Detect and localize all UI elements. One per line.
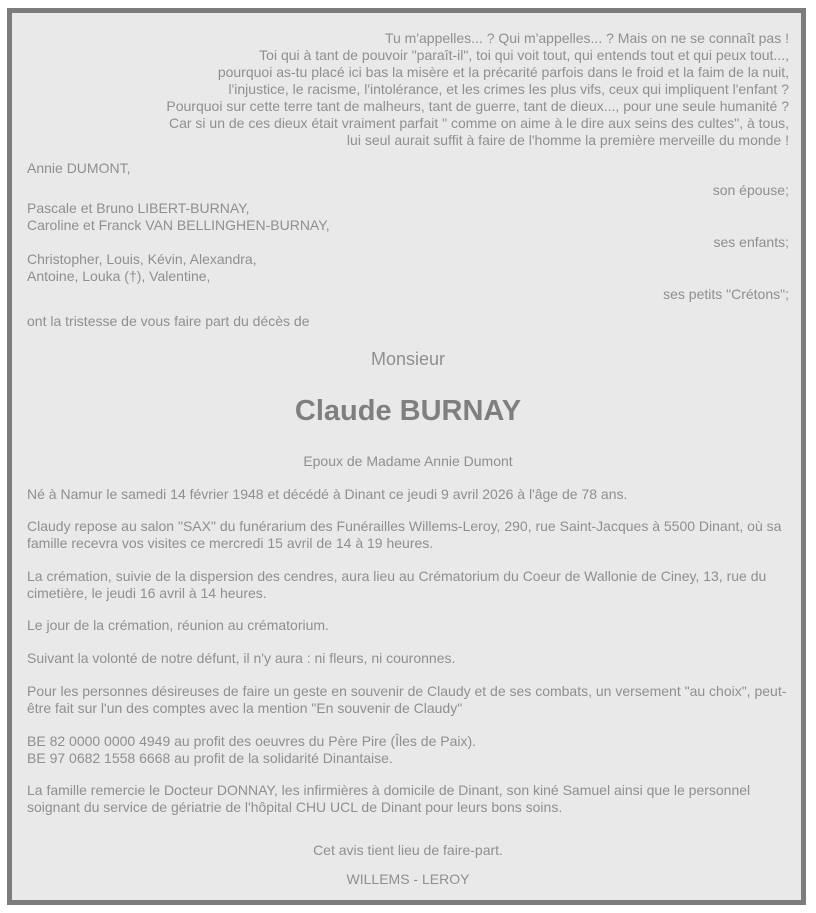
- donation-account-1: BE 82 0000 0000 4949 au profit des oeuvres du Père Pire (Îles de Paix).: [27, 733, 477, 749]
- visitation-paragraph: Claudy repose au salon "SAX" du funérarium des Funérailles Willems-Leroy, 290, rue Saint-Jacques à 5500 Dinant, où sa famille recevra vos visites ce mercredi 15 avril de 14 à 19 heures.: [27, 518, 782, 551]
- epitaph-line: Pourquoi sur cette terre tant de malheurs, tant de guerre, tant de dieux..., pour une seule humanité ?: [166, 98, 789, 114]
- death-announcement: ont la tristesse de vous faire part du décès de: [27, 313, 310, 329]
- children-role-label: ses enfants;: [713, 234, 789, 250]
- grandchildren-line: Christopher, Louis, Kévin, Alexandra,: [27, 251, 257, 267]
- civility-title: Monsieur: [370, 349, 446, 369]
- spouse-subtitle: Epoux de Madame Annie Dumont: [303, 453, 513, 469]
- spouse-role-label: son épouse;: [712, 182, 789, 198]
- epitaph-line: lui seul aurait suffit à faire de l'homme la première merveille du monde !: [346, 132, 789, 148]
- epitaph-line: Tu m'appelles... ? Qui m'appelles... ? Mais on ne se connaît pas !: [384, 30, 789, 46]
- reunion-paragraph: Le jour de la crémation, réunion au crématorium.: [27, 617, 329, 633]
- birth-death-line: Né à Namur le samedi 14 février 1948 et décédé à Dinant ce jeudi 9 avril 2026 à l'âge de 78 ans.: [27, 486, 628, 502]
- cremation-paragraph: La crémation, suivie de la dispersion des cendres, aura lieu au Crématorium du Coeur de Wallonie de Ciney, 13, rue du cimetière, le jeudi 16 avril à 14 heures.: [27, 568, 767, 601]
- thanks-paragraph: La famille remercie le Docteur DONNAY, les infirmières à domicile de Dinant, son kiné Samuel ainsi que le personnel soignant du service de gériatrie de l'hôpital CHU UCL de Dinant pour leurs bons soins.: [27, 782, 751, 815]
- grandchildren-role-label: ses petits "Crétons";: [663, 286, 789, 302]
- donation-accounts: [27, 733, 789, 767]
- children-line: Pascale et Bruno LIBERT-BURNAY,: [27, 200, 250, 216]
- grandchildren-line: Antoine, Louka (†), Valentine,: [27, 268, 211, 284]
- children-line: Caroline et Franck VAN BELLINGHEN-BURNAY,: [27, 217, 330, 233]
- faire-part-notice: Cet avis tient lieu de faire-part.: [313, 842, 503, 858]
- epitaph-line: Car si un de ces dieux était vraiment parfait " comme on aime à le dire aux seins des cultes", à tous,: [168, 115, 789, 131]
- deceased-name: Claude BURNAY: [294, 395, 522, 427]
- epitaph-line: Toi qui à tant de pouvoir "paraît-il", toi qui voit tout, qui entends tout et qui peux tout...,: [259, 47, 789, 63]
- epitaph-line: l'injustice, le racisme, l'intolérance, et les crimes les plus vifs, ceux qui impliquent l'enfant ?: [228, 81, 789, 97]
- grandchildren-names: [27, 251, 789, 285]
- donation-account-2: BE 97 0682 1558 6668 au profit de la solidarité Dinantaise.: [27, 750, 393, 766]
- wishes-paragraph: Suivant la volonté de notre défunt, il n'y aura : ni fleurs, ni couronnes.: [27, 650, 456, 666]
- epitaph-poem: [27, 30, 789, 149]
- obituary-card: [7, 8, 806, 905]
- children-names: [27, 200, 789, 234]
- funeral-home-name: WILLEMS - LEROY: [346, 871, 470, 887]
- spouse-name: Annie DUMONT,: [27, 160, 131, 176]
- donation-intro-paragraph: Pour les personnes désireuses de faire un geste en souvenir de Claudy et de ses combats, un versement "au choix", peut-être fait sur l'un des comptes avec la mention "En souvenir de Claudy": [27, 683, 787, 716]
- epitaph-line: pourquoi as-tu placé ici bas la misère et la précarité parfois dans le froid et la faim de la nuit,: [217, 64, 789, 80]
